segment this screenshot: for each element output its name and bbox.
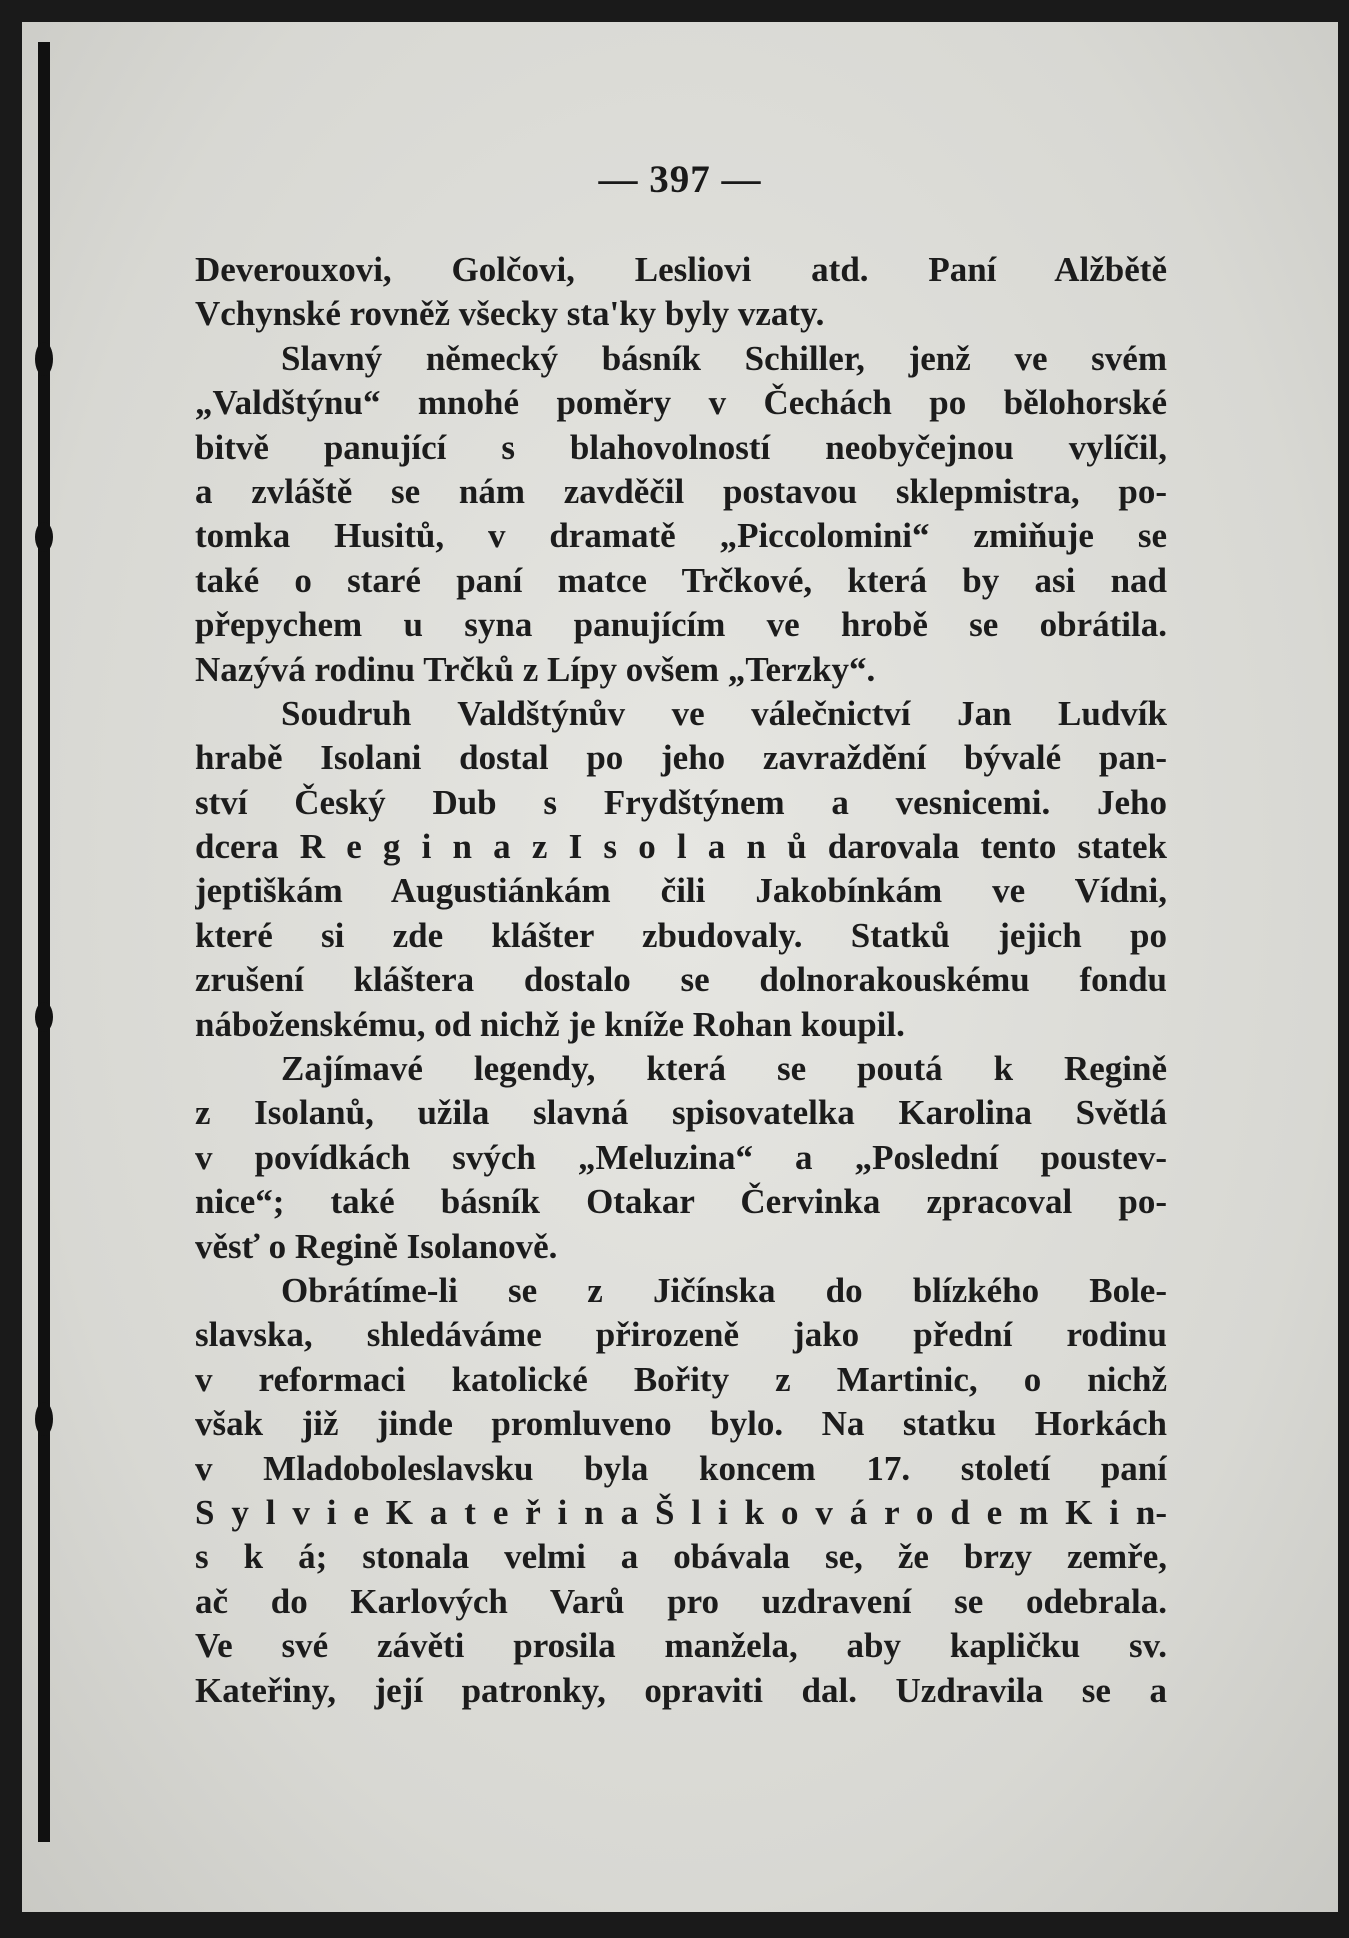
binding-mark bbox=[35, 342, 53, 376]
text-line: ač do Karlových Varů pro uzdravení se odebrala. bbox=[195, 1581, 1167, 1621]
text-line: dcera R e g i n a z I s o l a n ů darovala tento statek bbox=[195, 827, 1167, 867]
text-line: slavska, shledáváme přirozeně jako přední rodinu bbox=[195, 1315, 1167, 1355]
text-line: Deverouxovi, Golčovi, Lesliovi atd. Paní Alžbětě bbox=[195, 250, 1167, 289]
text-line: S y l v i e K a t e ř i n a Š l i k o v á r o d e m K i n- bbox=[195, 1492, 1167, 1532]
text-line: v povídkách svých „Meluzina“ a „Poslední poustev- bbox=[195, 1137, 1167, 1177]
text-line: jeptiškám Augustiánkám čili Jakobínkám ve Vídni, bbox=[195, 871, 1167, 911]
text-line: také o staré paní matce Trčkové, která by asi nad bbox=[195, 560, 1167, 600]
binding-mark bbox=[35, 1002, 53, 1032]
text-line: které si zde klášter zbudovaly. Statků jejich po bbox=[195, 915, 1167, 955]
text-line: náboženskému, od nichž je kníže Rohan koupil. bbox=[195, 1004, 905, 1044]
text-line: a zvláště se nám zavděčil postavou sklepmistra, po- bbox=[195, 471, 1167, 511]
text-line: „Valdštýnu“ mnohé poměry v Čechách po bělohorské bbox=[195, 383, 1167, 423]
page-number: — 397 — bbox=[598, 158, 762, 201]
text-line: v Mladoboleslavsku byla koncem 17. století paní bbox=[195, 1448, 1167, 1488]
binding-mark bbox=[35, 522, 53, 552]
book-page bbox=[22, 22, 1338, 1912]
binding-edge bbox=[38, 42, 50, 1842]
text-line: však již jinde promluveno bylo. Na statku Horkách bbox=[195, 1404, 1167, 1444]
text-line: v reformaci katolické Bořity z Martinic, o nichž bbox=[195, 1359, 1167, 1399]
body-text bbox=[195, 248, 1167, 1713]
text-line: věsť o Regině Isolanově. bbox=[195, 1226, 558, 1266]
text-line: Vchynské rovněž všecky sta'ky byly vzaty. bbox=[195, 294, 825, 334]
text-line: Nazývá rodinu Trčků z Lípy ovšem „Terzky“. bbox=[195, 649, 876, 689]
text-line: Ve své závěti prosila manžela, aby kapličku sv. bbox=[195, 1626, 1167, 1666]
text-line: nice“; také básník Otakar Červinka zpracoval po- bbox=[195, 1182, 1167, 1222]
text-line: ství Český Dub s Frydštýnem a vesnicemi. Jeho bbox=[195, 782, 1167, 822]
text-line: Soudruh Valdštýnův ve válečnictví Jan Ludvík bbox=[281, 693, 1167, 733]
text-line: Slavný německý básník Schiller, jenž ve svém bbox=[281, 338, 1167, 378]
text-line: zrušení kláštera dostalo se dolnorakouskému fondu bbox=[195, 960, 1167, 1000]
text-line: bitvě panující s blahovolností neobyčejnou vylíčil, bbox=[195, 427, 1167, 467]
text-line: Obrátíme-li se z Jičínska do blízkého Bole- bbox=[281, 1270, 1167, 1310]
text-line: s k á; stonala velmi a obávala se, že brzy zemře, bbox=[195, 1537, 1167, 1577]
text-line: z Isolanů, užila slavná spisovatelka Karolina Světlá bbox=[195, 1093, 1167, 1133]
text-line: Kateřiny, její patronky, opraviti dal. Uzdravila se a bbox=[195, 1670, 1167, 1710]
text-line: tomka Husitů, v dramatě „Piccolomini“ zmiňuje se bbox=[195, 516, 1167, 556]
text-line: hrabě Isolani dostal po jeho zavraždění bývalé pan- bbox=[195, 738, 1167, 778]
text-line: Zajímavé legendy, která se poutá k Regině bbox=[281, 1049, 1167, 1089]
binding-mark bbox=[35, 1402, 53, 1436]
text-line: přepychem u syna panujícím ve hrobě se obrátila. bbox=[195, 605, 1167, 645]
